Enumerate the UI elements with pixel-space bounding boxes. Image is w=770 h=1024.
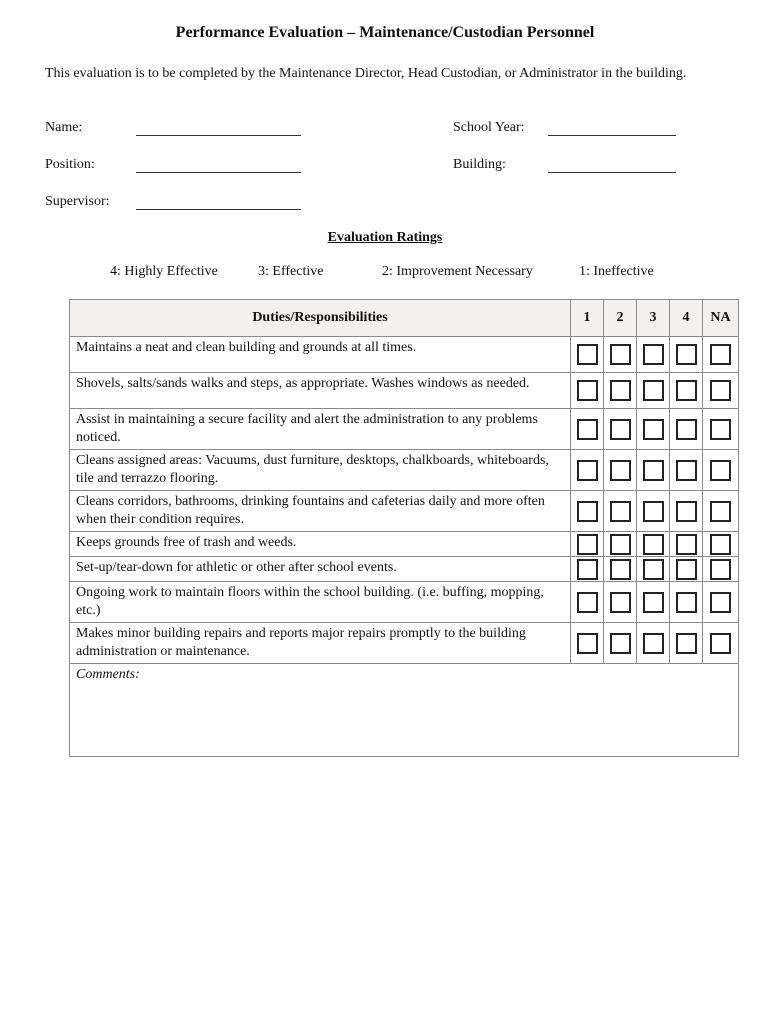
rating-cell-4 <box>670 491 703 532</box>
checkbox-na[interactable] <box>710 534 731 555</box>
checkbox-4[interactable] <box>676 344 697 365</box>
table-row <box>70 373 739 409</box>
checkbox-3[interactable] <box>643 419 664 440</box>
checkbox-na[interactable] <box>710 559 731 580</box>
checkbox-1[interactable] <box>577 501 598 522</box>
checkbox-4[interactable] <box>676 460 697 481</box>
rating-cell-1 <box>571 582 604 623</box>
supervisor-label: Supervisor: <box>45 194 110 209</box>
supervisor-field[interactable] <box>136 209 301 210</box>
building-label: Building: <box>453 157 506 172</box>
checkbox-na[interactable] <box>710 633 731 654</box>
rating-cell-4 <box>670 532 703 557</box>
header-na: NA <box>703 300 739 337</box>
rating-cell-1 <box>571 491 604 532</box>
duty-text: Cleans assigned areas: Vacuums, dust furniture, desktops, chalkboards, whiteboards, tile and terrazzo flooring. <box>70 450 571 491</box>
checkbox-na[interactable] <box>710 501 731 522</box>
building-field[interactable] <box>548 172 676 173</box>
checkbox-1[interactable] <box>577 380 598 401</box>
checkbox-na[interactable] <box>710 380 731 401</box>
table-row <box>70 582 739 623</box>
checkbox-4[interactable] <box>676 559 697 580</box>
duty-text: Makes minor building repairs and reports major repairs promptly to the building administration or maintenance. <box>70 623 571 664</box>
checkbox-1[interactable] <box>577 534 598 555</box>
rating-2: 2: Improvement Necessary <box>382 264 533 279</box>
rating-cell-na <box>703 337 739 373</box>
checkbox-3[interactable] <box>643 534 664 555</box>
rating-cell-4 <box>670 409 703 450</box>
checkbox-2[interactable] <box>610 380 631 401</box>
checkbox-2[interactable] <box>610 633 631 654</box>
rating-cell-2 <box>604 623 637 664</box>
comments-row <box>70 664 739 757</box>
header-duties: Duties/Responsibilities <box>70 300 571 337</box>
evaluation-table <box>69 299 739 757</box>
rating-cell-na <box>703 557 739 582</box>
page-title: Performance Evaluation – Maintenance/Custodian Personnel <box>175 24 595 41</box>
table-row <box>70 532 739 557</box>
comments-field[interactable] <box>70 664 739 757</box>
rating-cell-4 <box>670 450 703 491</box>
rating-cell-3 <box>637 450 670 491</box>
checkbox-4[interactable] <box>676 501 697 522</box>
checkbox-3[interactable] <box>643 380 664 401</box>
duty-text: Maintains a neat and clean building and grounds at all times. <box>70 337 571 373</box>
checkbox-3[interactable] <box>643 592 664 613</box>
rating-cell-3 <box>637 409 670 450</box>
rating-cell-4 <box>670 337 703 373</box>
rating-4: 4: Highly Effective <box>110 264 218 279</box>
table-row <box>70 409 739 450</box>
school-year-field[interactable] <box>548 135 676 136</box>
checkbox-4[interactable] <box>676 380 697 401</box>
rating-cell-na <box>703 450 739 491</box>
header-1: 1 <box>571 300 604 337</box>
rating-3: 3: Effective <box>258 264 324 279</box>
checkbox-4[interactable] <box>676 633 697 654</box>
rating-cell-3 <box>637 623 670 664</box>
rating-cell-3 <box>637 337 670 373</box>
checkbox-3[interactable] <box>643 501 664 522</box>
rating-cell-4 <box>670 557 703 582</box>
table-row <box>70 491 739 532</box>
rating-cell-2 <box>604 557 637 582</box>
rating-cell-3 <box>637 582 670 623</box>
checkbox-3[interactable] <box>643 344 664 365</box>
checkbox-1[interactable] <box>577 460 598 481</box>
checkbox-3[interactable] <box>643 633 664 654</box>
header-2: 2 <box>604 300 637 337</box>
checkbox-4[interactable] <box>676 534 697 555</box>
name-label: Name: <box>45 120 83 135</box>
ratings-title: Evaluation Ratings <box>327 230 443 245</box>
rating-cell-3 <box>637 557 670 582</box>
checkbox-1[interactable] <box>577 559 598 580</box>
duty-text: Shovels, salts/sands walks and steps, as appropriate. Washes windows as needed. <box>70 373 571 409</box>
rating-cell-2 <box>604 450 637 491</box>
position-field[interactable] <box>136 172 301 173</box>
rating-1: 1: Ineffective <box>579 264 654 279</box>
checkbox-2[interactable] <box>610 559 631 580</box>
duty-text: Keeps grounds free of trash and weeds. <box>70 532 571 557</box>
checkbox-2[interactable] <box>610 592 631 613</box>
rating-cell-2 <box>604 532 637 557</box>
rating-cell-3 <box>637 491 670 532</box>
table-header-row <box>70 300 739 337</box>
intro-text: This evaluation is to be completed by the Maintenance Director, Head Custodian, or Administrator in the building. <box>45 66 687 81</box>
duty-text: Ongoing work to maintain floors within the school building. (i.e. buffing, mopping, etc.) <box>70 582 571 623</box>
checkbox-2[interactable] <box>610 419 631 440</box>
position-label: Position: <box>45 157 95 172</box>
checkbox-na[interactable] <box>710 592 731 613</box>
checkbox-2[interactable] <box>610 501 631 522</box>
checkbox-2[interactable] <box>610 534 631 555</box>
rating-cell-na <box>703 491 739 532</box>
checkbox-3[interactable] <box>643 460 664 481</box>
rating-cell-na <box>703 623 739 664</box>
table-row <box>70 450 739 491</box>
checkbox-3[interactable] <box>643 559 664 580</box>
rating-cell-1 <box>571 532 604 557</box>
checkbox-1[interactable] <box>577 633 598 654</box>
rating-cell-1 <box>571 337 604 373</box>
checkbox-na[interactable] <box>710 460 731 481</box>
duty-text: Set-up/tear-down for athletic or other after school events. <box>70 557 571 582</box>
rating-cell-4 <box>670 623 703 664</box>
header-4: 4 <box>670 300 703 337</box>
checkbox-1[interactable] <box>577 419 598 440</box>
rating-cell-2 <box>604 337 637 373</box>
table-row <box>70 623 739 664</box>
rating-cell-3 <box>637 532 670 557</box>
checkbox-2[interactable] <box>610 460 631 481</box>
rating-cell-2 <box>604 491 637 532</box>
checkbox-4[interactable] <box>676 419 697 440</box>
checkbox-na[interactable] <box>710 419 731 440</box>
duty-text: Assist in maintaining a secure facility and alert the administration to any problems noticed. <box>70 409 571 450</box>
rating-cell-4 <box>670 373 703 409</box>
rating-cell-na <box>703 582 739 623</box>
checkbox-1[interactable] <box>577 592 598 613</box>
rating-cell-na <box>703 409 739 450</box>
rating-cell-na <box>703 373 739 409</box>
checkbox-2[interactable] <box>610 344 631 365</box>
name-field[interactable] <box>136 135 301 136</box>
checkbox-na[interactable] <box>710 344 731 365</box>
rating-cell-3 <box>637 373 670 409</box>
school-year-label: School Year: <box>453 120 525 135</box>
comments-label: Comments: <box>76 667 140 682</box>
rating-cell-1 <box>571 623 604 664</box>
rating-cell-2 <box>604 582 637 623</box>
table-row <box>70 337 739 373</box>
duty-text: Cleans corridors, bathrooms, drinking fountains and cafeterias daily and more often when their condition requires. <box>70 491 571 532</box>
rating-cell-1 <box>571 373 604 409</box>
rating-cell-1 <box>571 557 604 582</box>
header-3: 3 <box>637 300 670 337</box>
rating-cell-1 <box>571 450 604 491</box>
rating-cell-2 <box>604 409 637 450</box>
checkbox-1[interactable] <box>577 344 598 365</box>
rating-cell-1 <box>571 409 604 450</box>
table-row <box>70 557 739 582</box>
rating-cell-4 <box>670 582 703 623</box>
rating-cell-2 <box>604 373 637 409</box>
checkbox-4[interactable] <box>676 592 697 613</box>
rating-cell-na <box>703 532 739 557</box>
